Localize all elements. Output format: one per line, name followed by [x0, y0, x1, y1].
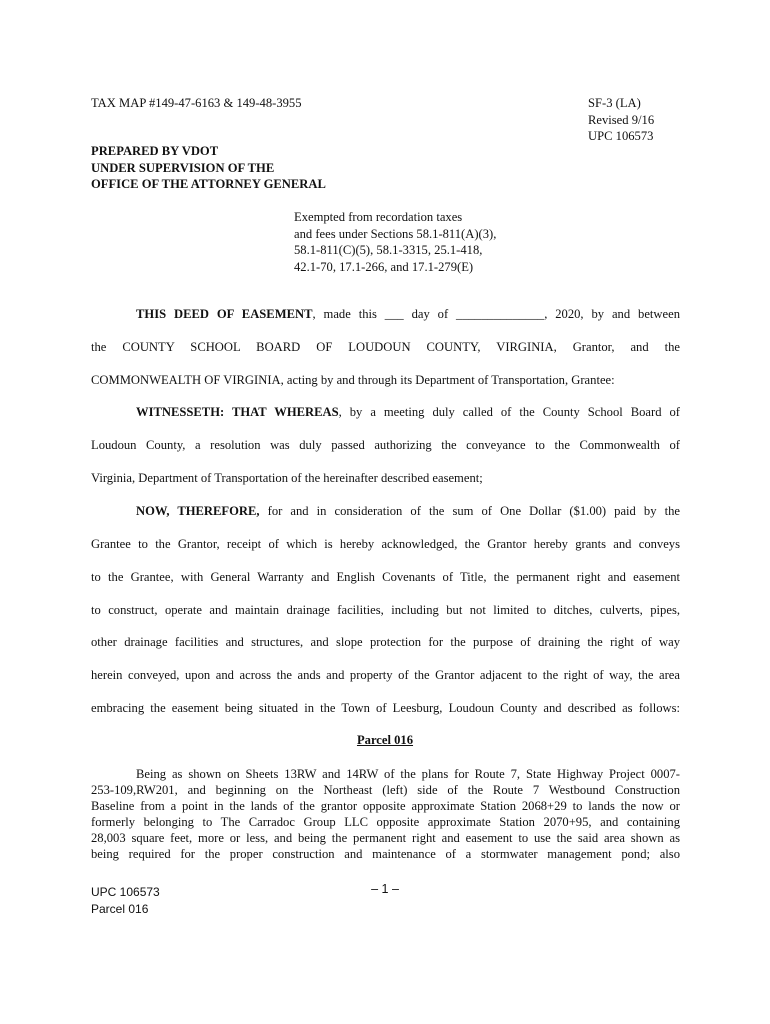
tax-map-line: TAX MAP #149-47-6163 & 149-48-3955	[91, 96, 302, 110]
now-therefore-line-6: herein conveyed, upon and across the ands and property of the Grantor adjacent to the right of way, the area	[91, 668, 680, 682]
now-therefore-line-4: to construct, operate and maintain drainage facilities, including but not limited to ditches, culverts, pipes,	[91, 603, 680, 617]
deed-paragraph-1-line-2: the COUNTY SCHOOL BOARD OF LOUDOUN COUNTY, VIRGINIA, Grantor, and the	[91, 340, 680, 354]
parcel-heading: Parcel 016	[356, 733, 414, 747]
footer-parcel: Parcel 016	[91, 902, 149, 916]
footer-upc: UPC 106573	[91, 885, 160, 899]
revised-date: Revised 9/16	[588, 112, 655, 127]
parcel-description-line-3: Baseline from a point in the lands of the grantor opposite approximate Station 2068+29 to lands the now or	[91, 799, 680, 813]
upc-number: UPC 106573	[588, 129, 654, 143]
parcel-description-line-4: formerly belonging to The Carradoc Group LLC opposite approximate Station 2070+95, and containing	[91, 815, 680, 829]
page-number: – 1 –	[371, 882, 399, 896]
prepared-by-line1: PREPARED BY VDOT	[91, 144, 219, 158]
witnesseth-paragraph-line-3: Virginia, Department of Transportation of the hereinafter described easement;	[91, 471, 483, 485]
now-therefore-line-3: to the Grantee, with General Warranty and English Covenants of Title, the permanent right and easement	[91, 570, 680, 584]
now-therefore-line-5: other drainage facilities and structures, and slope protection for the purpose of draining the right of way	[91, 635, 680, 649]
now-therefore-lead: NOW, THEREFORE,	[136, 504, 260, 518]
parcel-description-line-1: Being as shown on Sheets 13RW and 14RW of the plans for Route 7, State Highway Project 0007-	[136, 767, 680, 781]
form-info-block	[588, 95, 654, 145]
witnesseth-lead: WITNESSETH: THAT WHEREAS	[136, 405, 339, 419]
prepared-by-block	[91, 143, 326, 193]
form-code: SF-3 (LA)	[588, 96, 641, 110]
parcel-description-line-5: 28,003 square feet, more or less, and being the permanent right and easement to use the said area shown as	[91, 831, 680, 845]
witnesseth-paragraph-line-1: WITNESSETH: THAT WHEREAS, by a meeting duly called of the County School Board of	[136, 405, 680, 419]
exemption-block	[294, 209, 496, 275]
exemption-line2: and fees under Sections 58.1-811(A)(3),	[294, 226, 497, 241]
prepared-by-line3: OFFICE OF THE ATTORNEY GENERAL	[91, 177, 326, 191]
deed-title: THIS DEED OF EASEMENT	[136, 307, 313, 321]
exemption-line1: Exempted from recordation taxes	[294, 210, 463, 224]
prepared-by-line2: UNDER SUPERVISION OF THE	[91, 160, 275, 175]
exemption-line4: 42.1-70, 17.1-266, and 17.1-279(E)	[294, 259, 474, 274]
deed-paragraph-1-line-1: THIS DEED OF EASEMENT, made this ___ day of ______________, 2020, by and between	[136, 307, 680, 321]
parcel-description-line-6: being required for the proper construction and maintenance of a stormwater management pond; also	[91, 847, 680, 861]
now-therefore-line-7: embracing the easement being situated in the Town of Leesburg, Loudoun County and described as follows:	[91, 701, 680, 715]
exemption-line3: 58.1-811(C)(5), 58.1-3315, 25.1-418,	[294, 243, 483, 257]
witnesseth-paragraph-line-2: Loudoun County, a resolution was duly passed authorizing the conveyance to the Commonwealth of	[91, 438, 680, 452]
deed-paragraph-1-line-3: COMMONWEALTH OF VIRGINIA, acting by and through its Department of Transportation, Grantee:	[91, 373, 615, 387]
parcel-description-line-2: 253-109,RW201, and beginning on the Northeast (left) side of the Route 7 Westbound Construction	[91, 783, 680, 797]
now-therefore-line-1: NOW, THEREFORE, for and in consideration of the sum of One Dollar ($1.00) paid by the	[136, 504, 680, 518]
now-therefore-line-2: Grantee to the Grantor, receipt of which is hereby acknowledged, the Grantor hereby grants and conveys	[91, 537, 680, 551]
